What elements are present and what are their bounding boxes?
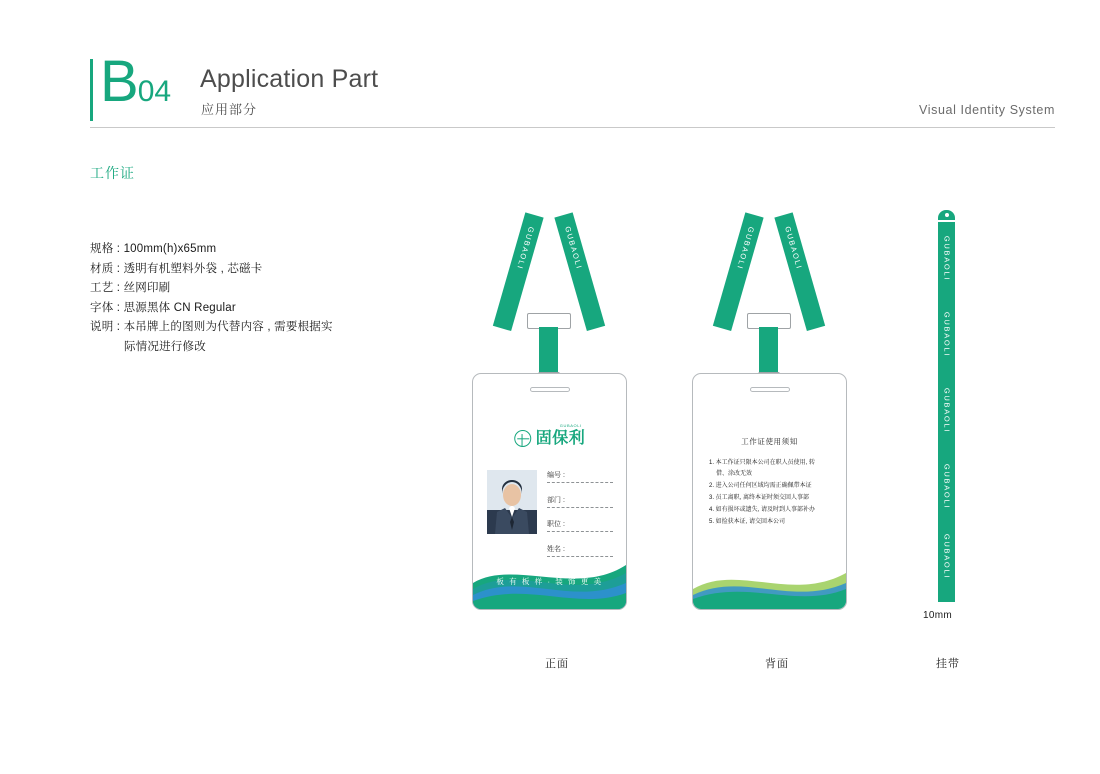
lanyard-strip-group: [905, 210, 1025, 630]
logo-cn-text: 固保利: [535, 429, 586, 447]
lanyard-strap-text: GUBAOLI: [942, 235, 951, 282]
card-slogan: 板 有 板 样 · 装 饰 更 美: [496, 577, 603, 586]
employee-photo: [487, 470, 537, 534]
card-wave-graphic: [473, 539, 626, 609]
lanyard-strap-text: GUBAOLI: [942, 533, 951, 580]
note-text-cont: 借、涂改无效: [716, 471, 753, 477]
section-title: 工作证: [90, 165, 135, 181]
header-accent-bar: [90, 59, 93, 121]
spec-line: 工艺 : 丝网印刷: [90, 282, 171, 294]
spec-line: 字体 : 思源黑体 CN Regular: [90, 301, 236, 314]
front-card: [472, 373, 627, 610]
front-badge-group: [478, 215, 678, 685]
photo-illustration: [487, 470, 537, 534]
note-item: [709, 493, 835, 504]
lanyard-width-label: 10mm: [923, 610, 952, 621]
logo-mark-icon: [514, 430, 531, 447]
lanyard-strap-text: GUBAOLI: [942, 387, 951, 434]
header-code-number: 04: [137, 75, 172, 108]
field-label: 部门 :: [547, 495, 613, 508]
spec-list: [90, 240, 370, 357]
lanyard-body: [938, 222, 955, 602]
spec-line: 材质 : 透明有机塑料外袋 , 芯磁卡: [90, 262, 263, 275]
note-text: 1. 本工作证只限本公司在职人员使用, 转: [709, 460, 816, 466]
lanyard-strap-text: GUBAOLI: [782, 225, 804, 271]
lanyard-strap-text: GUBAOLI: [942, 311, 951, 358]
spec-line: 说明 : 本吊牌上的图则为代替内容 , 需要根据实: [90, 321, 333, 333]
page-title: Application Part: [200, 65, 379, 93]
company-logo: [514, 422, 586, 447]
lanyard-strap-text: GUBAOLI: [942, 463, 951, 510]
lanyard-strap-text: GUBAOLI: [734, 225, 756, 271]
page-subtitle: 应用部分: [201, 102, 258, 117]
lanyard-hole: [945, 213, 949, 217]
header-section-code: [100, 49, 172, 114]
note-text: 3. 员工离职, 离终本证时须交回人事部: [709, 495, 810, 501]
card-wave-graphic: [693, 539, 846, 609]
lanyard-strap-text: GUBAOLI: [562, 225, 584, 271]
header-right-label: Visual Identity System: [919, 103, 1055, 117]
back-card-title: 工作证使用须知: [741, 437, 798, 446]
back-lanyard: [698, 215, 898, 375]
note-item: [709, 481, 835, 492]
field-label: 职位 :: [547, 519, 613, 532]
field-label: 编号 :: [547, 470, 613, 483]
note-item: [709, 517, 835, 528]
lanyard-tip: [938, 210, 955, 220]
spec-line: 规格 : 100mm(h)x65mm: [90, 243, 217, 255]
logo-en-text: GUBAOLI: [559, 422, 582, 428]
spec-line: 际情况进行修改: [124, 340, 206, 353]
card-slot: [750, 387, 790, 392]
note-text: 2. 进入公司任何区域均需正确佩带本证: [709, 483, 812, 489]
note-item: [709, 505, 835, 516]
note-item: [709, 458, 835, 480]
page-header: [90, 49, 1055, 133]
caption-lanyard: 挂带: [936, 658, 960, 670]
back-badge-group: [698, 215, 898, 685]
card-slot: [530, 387, 570, 392]
front-lanyard: [478, 215, 678, 375]
back-card-notes: [709, 458, 835, 529]
field-label: 姓名 :: [547, 544, 613, 557]
note-text: 5. 如捡获本证, 请交回本公司: [709, 519, 786, 525]
header-code-letter: B: [100, 49, 138, 114]
header-divider: [90, 127, 1055, 128]
back-card: [692, 373, 847, 610]
note-text: 4. 如有损坏或遗失, 请及时到人事部补办: [709, 507, 816, 513]
lanyard-strap-text: GUBAOLI: [514, 225, 536, 271]
caption-back: 背面: [765, 658, 789, 670]
caption-front: 正面: [545, 658, 569, 670]
